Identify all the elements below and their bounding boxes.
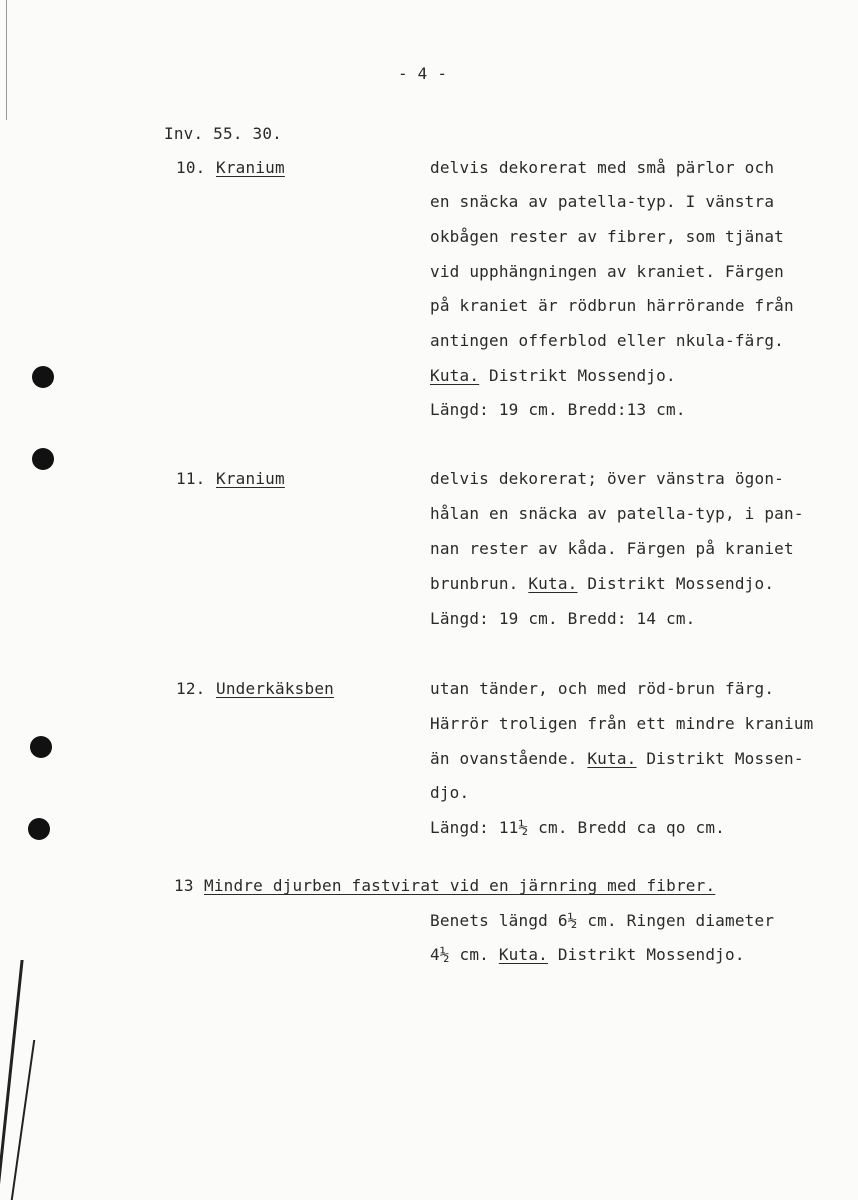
entry-origin-line: [430, 749, 804, 769]
origin-tribe: Kuta.: [587, 749, 637, 768]
entry-number: 10.: [176, 158, 206, 177]
entry-text-line: delvis dekorerat med små pärlor och: [430, 158, 775, 177]
origin-tribe: Kuta.: [430, 366, 480, 385]
entry-title: Underkäksben: [216, 679, 334, 698]
punch-hole: [28, 818, 50, 840]
color-description: brunbrun.: [430, 574, 529, 593]
scan-edge-line: [0, 960, 24, 1200]
scan-edge-line: [6, 0, 7, 120]
entry-text-line: vid upphängningen av kraniet. Färgen: [430, 262, 784, 281]
origin-tribe: Kuta.: [528, 574, 578, 593]
entry-text-span: 4½ cm.: [430, 945, 499, 964]
entry-text-line: okbågen rester av fibrer, som tjänat: [430, 227, 784, 246]
entry-text-line: nan rester av kåda. Färgen på kraniet: [430, 539, 794, 558]
entry-number: 11.: [176, 469, 206, 488]
entry-text-span: än ovanstående.: [430, 749, 588, 768]
page-number: - 4 -: [398, 64, 448, 83]
entry-text-line: Benets längd 6½ cm. Ringen diameter: [430, 911, 775, 930]
entry-title: Mindre djurben fastvirat vid en järnring med fibrer.: [204, 876, 716, 895]
origin-tribe: Kuta.: [498, 945, 549, 964]
origin-district: Distrikt Mossendjo.: [479, 366, 676, 385]
entry-number: 12.: [176, 679, 206, 698]
punch-hole: [30, 736, 52, 758]
entry-text-line: en snäcka av patella-typ. I vänstra: [430, 192, 775, 211]
entry-text-line: på kraniet är rödbrun härrörande från: [430, 296, 794, 315]
scan-edge-line: [11, 1040, 35, 1200]
entry-text-line: utan tänder, och med röd-brun färg.: [430, 679, 775, 698]
entry-title: Kranium: [216, 469, 285, 488]
entry-text-line: delvis dekorerat; över vänstra ögon-: [430, 469, 784, 488]
entry-text-line: djo.: [430, 783, 470, 802]
entry-measurements: Längd: 11½ cm. Bredd ca qo cm.: [430, 818, 725, 837]
entry-text-line: hålan en snäcka av patella-typ, i pan-: [430, 504, 804, 523]
entry-measurements: Längd: 19 cm. Bredd: 14 cm.: [430, 609, 696, 628]
origin-district: Distrikt Mossendjo.: [577, 574, 775, 593]
entry-origin-line: [430, 945, 745, 965]
entry-origin-line: [430, 574, 774, 594]
entry-text-line: antingen offerblod eller nkula-färg.: [430, 331, 784, 350]
entry-text-line: Härrör troligen från ett mindre kranium: [430, 714, 814, 733]
origin-district: Distrikt Mossen-: [636, 749, 804, 768]
entry-number: 13: [174, 876, 194, 895]
entry-measurements: Längd: 19 cm. Bredd:13 cm.: [430, 400, 686, 419]
entry-origin-line: [430, 366, 676, 386]
entry-title: Kranium: [216, 158, 285, 177]
origin-district: Distrikt Mossendjo.: [548, 945, 745, 964]
punch-hole: [32, 366, 54, 388]
inventory-number: Inv. 55. 30.: [164, 124, 282, 143]
punch-hole: [32, 448, 54, 470]
